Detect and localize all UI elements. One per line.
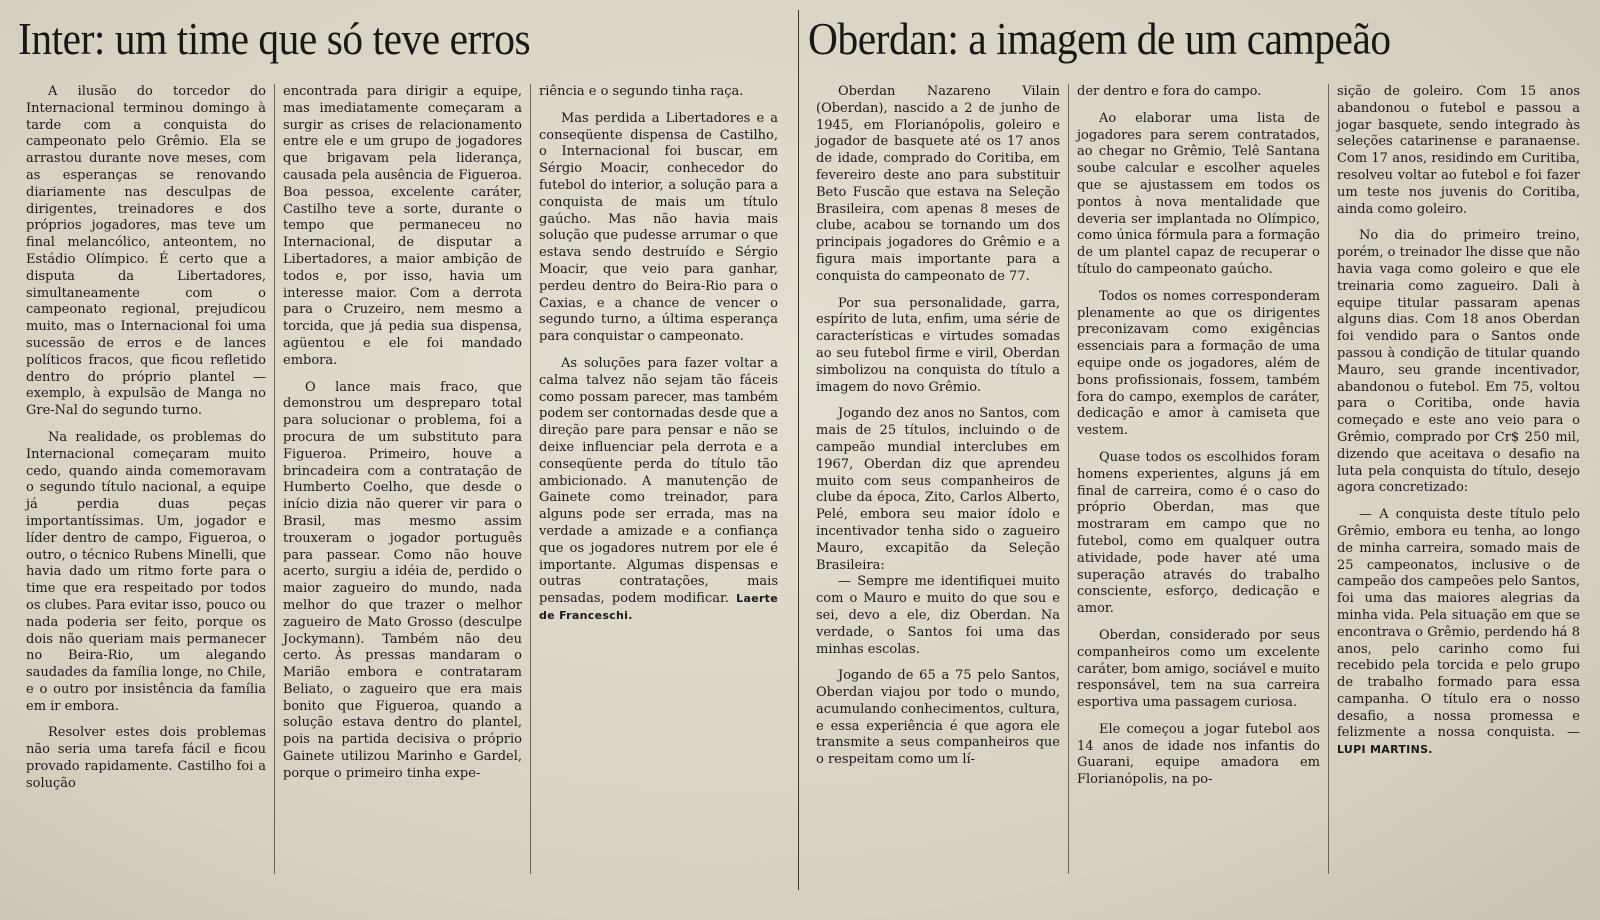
- oberdan-column-1: [808, 84, 1068, 874]
- paragraph: sição de goleiro. Com 15 anos abandonou o futebol e passou a jogar basquete, sendo integrado às seleções catarinense e paranaense. Com 17 anos, residindo em Curitiba, resolveu voltar ao futebol e foi fazer um teste nos juvenis do Coritiba, ainda como goleiro.: [1337, 84, 1580, 217]
- paragraph: — Sempre me identifiquei muito com o Mauro e muito do que sou e sei, devo a ele, diz Oberdan. Na verdade, o Santos foi uma das minhas escolas.: [816, 574, 1060, 657]
- inter-column-3: [530, 84, 786, 874]
- paragraph: O lance mais fraco, que demonstrou um despreparo total para solucionar o problema, foi a procura de um substituto para Figueroa. Primeiro, houve a brincadeira com a contratação de Humberto Coelho, que desde o início dizia não querer vir para o Brasil, mas mesmo assim trouxeram o jogador português para passear. Como não houve acerto, surgiu a idéia de, perdido o maior zagueiro do mundo, nada melhor do que trazer o melhor zagueiro de Mato Grosso (desculpe Jockymann). Também não deu certo. Às pressas mandaram o Marião embora e contrataram Beliato, o zagueiro que era mais bonito que Figueroa, quando a solução estava dentro do plantel, pois na partida decisiva o próprio Gainete utilizou Marinho e Gardel, porque o primeiro tinha expe-: [283, 379, 522, 781]
- inter-column-1: [18, 84, 274, 874]
- paragraph: Oberdan, considerado por seus companheiros como um excelente caráter, bom amigo, sociável e muito responsável, tem na sua carreira esportiva uma passagem curiosa.: [1077, 627, 1320, 711]
- paragraph: Mas perdida a Libertadores e a conseqüente dispensa de Castilho, o Internacional foi buscar, em Sérgio Moacir, conhecedor do futebol do interior, a solução para a conquista de mais um título gaúcho. Mas não havia mais solução que pudesse arrumar o que estava sendo destruído e Sérgio Moacir, que veio para ganhar, perdeu dentro do Beira-Rio para o Caxias, e a chance de vencer o segundo turno, a última esperança para conquistar o campeonato.: [539, 110, 778, 345]
- paragraph: Por sua personalidade, garra, espírito de luta, enfim, uma série de características e virtudes somadas ao seu futebol firme e viril, Oberdan simbolizou na conquista do título a imagem do novo Grêmio.: [816, 295, 1060, 395]
- paragraph: Quase todos os escolhidos foram homens experientes, alguns já em final de carreira, como é o caso do próprio Oberdan, mas que mostraram em campo que no futebol, como em qualquer outra atividade, pode haver até uma superação através do trabalho consciente, esforço, dedicação e amor.: [1077, 449, 1320, 617]
- paragraph-text: — A conquista deste título pelo Grêmio, embora eu tenha, ao longo de minha carreira, somado mais de 25 campeonatos, inclusive o de campeão dos campeões pelo Santos, foi uma das maiores alegrias da minha vida. Pela situação em que se encontrava o Grêmio, perdendo há 8 anos, pelo carinho como fui recebido pela torcida e pelo grupo de trabalho formado para essa campanha. O título era o nosso desafio, a nossa promessa e felizmente a nossa conquista. —: [1337, 507, 1580, 741]
- paragraph: Na realidade, os problemas do Internacional começaram muito cedo, quando ainda comemoravam o segundo título nacional, a equipe já perdia duas peças importantíssimas. Um, jogador e líder dentro de campo, Figueroa, o outro, o técnico Rubens Minelli, que havia dado um ritmo forte para o time que era respeitado por todos os clubes. Para evitar isso, pouco ou nada poderia ser feito, porque os dois não queriam mais permanecer no Beira-Rio, um alegando saudades da família longe, no Chile, e o outro por insistência da família em ir embora.: [26, 429, 266, 714]
- paragraph: No dia do primeiro treino, porém, o treinador lhe disse que não havia vaga como goleiro e que ele treinaria como zagueiro. Dali à equipe titular passaram apenas alguns dias. Com 18 anos Oberdan foi vendido para o Santos onde passou à condição de titular quando Mauro, seu grande incentivador, abandonou o futebol. Em 75, voltou para o Coritiba, onde havia começado e este ano veio para o Grêmio, comprado por Cr$ 250 mil, dizendo que aceitava o desafio na luta pela conquista do título, desejo agora concretizado:: [1337, 228, 1580, 496]
- paragraph: Ao elaborar uma lista de jogadores para serem contratados, ao chegar no Grêmio, Telê Santana soube calcular e escolher aqueles que se ajustassem em todos os pontos à nova mentalidade que deveria ser implantada no Olímpico, como única fórmula para a formação de um plantel capaz de recuperar o título do campeonato gaúcho.: [1077, 110, 1320, 277]
- article-columns: [808, 84, 1588, 874]
- paragraph-text: As soluções para fazer voltar a calma talvez não sejam tão fáceis como possam parecer, mas também podem ser contornadas desde que a direção pare para pensar e não se deixe influenciar pela derrota e a conseqüente perda do título tão ambicionado. A manutenção de Gainete como treinador, para alguns pode ser errada, mas na verdade a amizade e a confiança que os jogadores nutrem por ele é importante. Algumas dispensas e outras contratações, mais pensadas, podem modificar.: [539, 355, 778, 607]
- byline-signature: LUPI MARTINS.: [1337, 743, 1433, 757]
- article-inter: [18, 0, 788, 874]
- paragraph: [1337, 507, 1580, 759]
- column-divider: [798, 10, 799, 890]
- paragraph: Ele começou a jogar futebol aos 14 anos de idade nos infantis do Guarani, equipe amadora em Florianópolis, na po-: [1077, 721, 1320, 788]
- paragraph: Todos os nomes corresponderam plenamente ao que os dirigentes preconizavam como exigências essenciais para a formação de uma equipe onde os jogadores, além de bons profissionais, fossem, também fora do campo, exemplos de caráter, dedicação e amor à camiseta que vestem.: [1077, 288, 1320, 439]
- paragraph: der dentro e fora do campo.: [1077, 84, 1262, 99]
- byline-signature: Laerte de Franceschi.: [539, 592, 778, 622]
- headline-inter: Inter: um time que só teve erros: [18, 13, 531, 64]
- paragraph: encontrada para dirigir a equipe, mas imediatamente começaram a surgir as crises de relacionamento entre ele e um grupo de jogadores que brigavam pela liderança, causada pela ausência de Figueroa. Boa pessoa, excelente caráter, Castilho teve a sorte, durante o tempo que permaneceu no Internacional, de disputar a Libertadores, a maior ambição de todos e, por isso, havia um interesse maior. Com a derrota para o Cruzeiro, nem mesmo a torcida, que já pedia sua dispensa, agüentou e ele foi mandado embora.: [283, 84, 522, 368]
- paragraph: riência e o segundo tinha raça.: [539, 84, 744, 99]
- paragraph: Jogando de 65 a 75 pelo Santos, Oberdan viajou por todo o mundo, acumulando conhecimentos, cultura, e essa experiência é que agora ele transmite a seus companheiros que o respeitam como um lí-: [816, 668, 1060, 768]
- paragraph: A ilusão do torcedor do Internacional terminou domingo à tarde com a conquista do campeonato pelo Grêmio. Ela se arrastou durante nove meses, com as esperanças se renovando diariamente nas desculpas de dirigentes, treinadores e dos próprios jogadores, mas teve um final melancólico, anteontem, no Estádio Olímpico. É certo que a disputa da Libertadores, simultaneamente com o campeonato regional, prejudicou muito, mas o Internacional foi uma sucessão de erros e de lances políticos fracos, que ficou refletido dentro do próprio plantel — exemplo, à expulsão de Manga no Gre-Nal do segundo turno.: [26, 84, 266, 419]
- headline-oberdan: Oberdan: a imagem de um campeão: [808, 13, 1391, 64]
- oberdan-column-2: [1068, 84, 1328, 874]
- article-oberdan: [808, 0, 1588, 874]
- paragraph: Jogando dez anos no Santos, com mais de 25 títulos, incluindo o de campeão mundial interclubes em 1967, Oberdan diz que aprendeu muito com seus companheiros de clube da época, Zito, Carlos Alberto, Pelé, embora seu maior ídolo e incentivador tenha sido o zagueiro Mauro, excapitão da Seleção Brasileira:: [816, 406, 1060, 573]
- paragraph: Resolver estes dois problemas não seria uma tarefa fácil e ficou provado rapidamente. Castilho foi a solução: [26, 725, 266, 791]
- paragraph: [539, 356, 778, 625]
- paragraph: Oberdan Nazareno Vilain (Oberdan), nascido a 2 de junho de 1945, em Florianópolis, goleiro e jogador de basquete até os 17 anos de idade, comprado do Coritiba, em fevereiro deste ano para substituir Beto Fuscão que estava na Seleção Brasileira, com apenas 8 meses de clube, acabou se tornando um dos principais jogadores do Grêmio e a figura mais importante para a conquista do campeonato de 77.: [816, 84, 1060, 284]
- oberdan-column-3: [1328, 84, 1588, 874]
- article-columns: [18, 84, 788, 874]
- inter-column-2: [274, 84, 530, 874]
